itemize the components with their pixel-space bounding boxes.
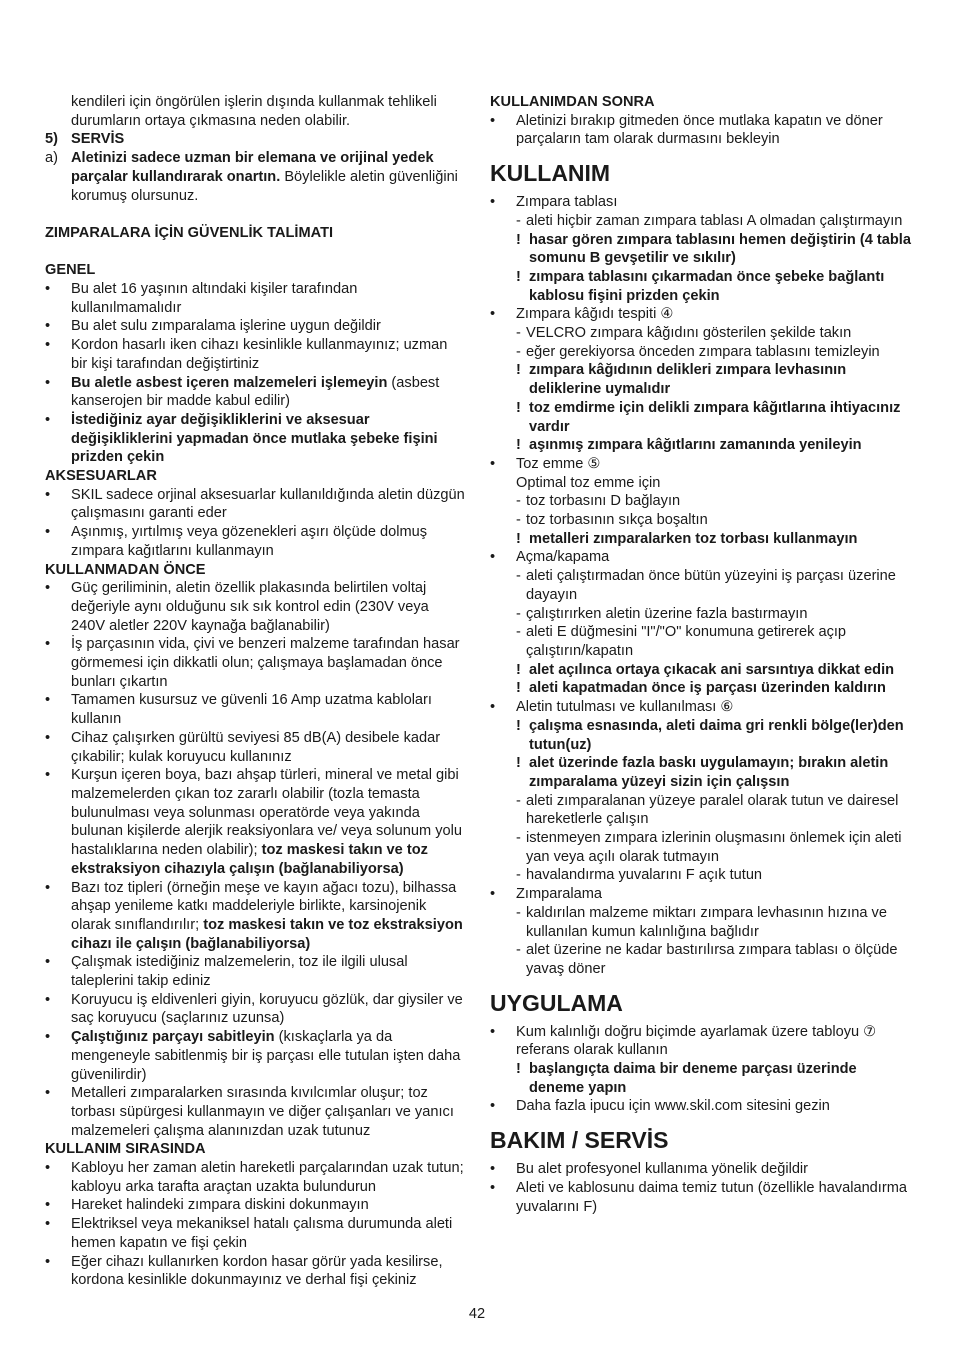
section-heading: KULLANIM SIRASINDA [45, 1141, 206, 1158]
bullet-item [490, 1023, 915, 1060]
warning-item [490, 231, 915, 268]
bullet-item [490, 698, 915, 717]
item-text: Zımpara tablası [516, 194, 618, 211]
numbered-item [45, 130, 465, 149]
paragraph [490, 474, 915, 493]
dash-item [490, 511, 915, 530]
item-marker: - [516, 792, 521, 809]
bullet-item [45, 486, 465, 523]
item-marker: • [45, 337, 51, 354]
item-bold-text: çalışma esnasında, aleti daima gri renkli bölge(ler)den tutun(uz) [529, 717, 904, 753]
spacer [45, 205, 465, 224]
item-marker: • [490, 699, 496, 716]
item-marker: - [516, 624, 521, 641]
item-bold-text: İstediğiniz ayar değişikliklerini ve aksesuar değişikliklerini yapmadan önce mutlaka şebeke fişini prizden çekin [71, 411, 438, 466]
item-text: Koruyucu iş eldivenleri giyin, koruyucu gözlük, dar giysiler ve saç koruyucu (saçlarınız uzunsa) [71, 991, 463, 1027]
item-bold-text: toz maskesi takın ve toz ekstraksiyon cihazıyla çalışın (bağlanabiliyorsa) [71, 842, 428, 877]
item-marker: ! [516, 437, 521, 454]
bullet-item [45, 1084, 465, 1140]
item-text: kendileri için öngörülen işlerin dışında kullanmak tehlikeli durumların ortaya çıkmasına neden olabilir. [71, 94, 437, 129]
bullet-item [45, 1159, 465, 1196]
bullet-item [45, 1253, 465, 1290]
item-marker: - [516, 493, 521, 510]
item-bold-text: zımpara kâğıdının delikleri zımpara levhasının deliklerine uymalıdır [529, 362, 847, 398]
bullet-item [45, 729, 465, 766]
item-text: Bu alet sulu zımparalama işlerine uygun değildir [71, 318, 381, 335]
item-text: Cihaz çalışırken gürültü seviyesi 85 dB(A) desibele kadar çıkabilir; kulak koruyucu kullanınız [71, 729, 441, 765]
item-text: Kurşun içeren boya, bazı ahşap türleri, mineral ve metal gibi malzemelerden çıkan toz zararlı olabilir (tozla temasta bulunulması veya solunması operatörde veya yakında bulunan kişilerde alerjik reaksiyonlara ve/ veya solunum yolu hastalıklarına neden olabilir); [71, 767, 462, 859]
item-marker: • [490, 194, 496, 211]
item-marker: - [516, 343, 521, 360]
warning-item [490, 717, 915, 754]
bullet-item [490, 548, 915, 567]
warning-item [490, 679, 915, 698]
item-text: İş parçasının vida, çivi ve benzeri malzeme tarafından hasar görmemesi için dikkatli olun; çalışmaya başlamadan önce bunları çıkartın [71, 636, 460, 690]
item-marker: • [490, 112, 496, 129]
item-marker: • [490, 455, 496, 472]
item-marker: • [490, 306, 496, 323]
item-marker: - [516, 830, 521, 847]
bullet-item [45, 1196, 465, 1215]
item-marker: • [45, 729, 51, 746]
item-bold-text: alet üzerinde fazla baskı uygulamayın; bırakın aletin zımparalama yüzeyi sizin için çalışsın [529, 755, 889, 790]
item-bold-text: hasar gören zımpara tablasını hemen değiştirin [529, 231, 856, 248]
item-text: Kabloyu her zaman aletin hareketli parçalarından uzak tutun; kabloyu arka tarafta araçtan uzakta bulundurun [71, 1160, 464, 1195]
dash-item [490, 623, 915, 660]
item-marker: • [45, 1197, 51, 1214]
section-heading: AKSESUARLAR [45, 468, 157, 485]
warning-item [490, 661, 915, 680]
item-text: aleti E düğmesini "I"/"O" konumuna getirerek açıp çalıştırın/kapatın [526, 624, 847, 659]
warning-item [490, 1060, 915, 1097]
chapter-heading: KULLANIM [490, 160, 611, 187]
bullet-item [490, 112, 915, 149]
bullet-item [45, 579, 465, 635]
chapter-heading: BAKIM / SERVİS [490, 1127, 669, 1154]
warning-item [490, 530, 915, 549]
bullet-item [45, 766, 465, 878]
bullet-item [490, 1179, 915, 1216]
item-marker: • [45, 1085, 51, 1102]
bullet-item [45, 280, 465, 317]
item-bold-text: zımpara tablasını çıkarmadan önce şebeke bağlantı kablosu fişini prizden çekin [529, 268, 885, 304]
item-marker: ! [516, 268, 521, 285]
item-marker: • [45, 1029, 51, 1046]
section-heading: KULLANMADAN ÖNCE [45, 561, 206, 578]
page-number: 42 [468, 1306, 486, 1322]
item-marker: • [45, 374, 51, 391]
item-marker: • [490, 886, 496, 903]
item-marker: a) [45, 150, 58, 167]
bullet-item [490, 1097, 915, 1116]
item-marker: • [45, 580, 51, 597]
item-text: Böylelikle aletin güvenliğini korumuş olursunuz. [71, 168, 458, 204]
item-text: Tamamen kusursuz ve güvenli 16 Amp uzatma kabloları kullanın [71, 692, 432, 728]
dash-item [490, 941, 915, 978]
item-marker: • [45, 524, 51, 541]
bullet-item [45, 953, 465, 990]
item-marker: ! [516, 717, 521, 734]
item-marker: - [516, 904, 521, 921]
item-marker: • [45, 318, 51, 335]
item-marker: • [490, 549, 496, 566]
item-marker: ! [516, 362, 521, 379]
warning-item [490, 436, 915, 455]
section-heading: GENEL [45, 262, 96, 279]
item-text: Zımpara kâğıdı tespiti ④ [516, 306, 674, 323]
dash-item [490, 792, 915, 829]
dash-item [490, 567, 915, 604]
item-bold-text: alet açılınca ortaya çıkacak ani sarsıntıya dikkat edin [529, 661, 895, 678]
item-text: Aletinizi bırakıp gitmeden önce mutlaka kapatın ve döner parçaların tam olarak durmasını bekleyin [516, 112, 883, 148]
numbered-item [45, 149, 465, 205]
item-marker: ! [516, 1061, 521, 1078]
item-text: Açma/kapama [516, 549, 610, 566]
item-text: Bu alet 16 yaşının altındaki kişiler tarafından kullanılmamalıdır [71, 281, 358, 316]
item-marker: • [45, 1253, 51, 1270]
left-column [45, 93, 465, 1290]
dash-item [490, 324, 915, 343]
item-marker: ! [516, 231, 521, 248]
item-marker: - [516, 942, 521, 959]
item-text: (4 tabla somunu B gevşetilir ve sıkılır) [529, 231, 911, 267]
item-text: (kıskaçlarla ya da mengeneyle sabitlenmiş bir iş parçası elle tutulan işten daha güvenilirdir) [71, 1029, 461, 1083]
item-marker: • [45, 767, 51, 784]
warning-item [490, 268, 915, 305]
right-column [490, 93, 915, 1216]
dash-item [490, 605, 915, 624]
dash-item [490, 904, 915, 941]
item-text: Güç geriliminin, aletin özellik plakasında belirtilen voltaj değeriyle aynı olduğunu sık sık kontrol edin (230V veya 240V aletler 220V kaynağa bağlanabilir) [71, 580, 429, 634]
item-marker: - [516, 512, 521, 529]
item-bold-text: Bu aletle asbest içeren malzemeleri işlemeyin [71, 374, 388, 391]
chapter-heading: UYGULAMA [490, 989, 623, 1016]
item-text: Metalleri zımparalarken sırasında kıvılcımlar oluşur; toz torbası süpürgesi kullanmayın ve diğer çalışanları ve yanıcı malzemeleri çalışma alanınızdan uzak tutunuz [71, 1085, 454, 1139]
item-bold-text: toz maskesi takın ve toz ekstraksiyon cihazı ile çalışın (bağlanabiliyorsa) [71, 916, 463, 952]
bullet-item [45, 991, 465, 1028]
item-marker: • [45, 692, 51, 709]
item-text: aleti zımparalanan yüzeye paralel olarak tutun ve dairesel hareketlerle çalışın [526, 792, 899, 828]
item-marker: - [516, 212, 521, 229]
item-text: Kordon hasarlı iken cihazı kesinlikle kullanmayınız; uzman bir kişi tarafından değiştirtiniz [71, 337, 448, 372]
spacer [45, 243, 465, 262]
section-heading: ZIMPARALARA İÇİN GÜVENLİK TALİMATI [45, 224, 334, 241]
warning-item [490, 361, 915, 398]
bullet-item [490, 1160, 915, 1179]
item-text: Optimal toz emme için [516, 474, 661, 491]
bullet-item [45, 1215, 465, 1252]
item-marker: • [45, 281, 51, 297]
item-bold-text: toz emdirme için delikli zımpara kâğıtlarına ihtiyacınız vardır [529, 399, 901, 435]
item-text: Toz emme ⑤ [516, 455, 601, 472]
item-text: Elektriksel veya mekaniksel hatalı çalısma durumunda aleti hemen kapatın ve fişi çekin [71, 1216, 453, 1251]
dash-item [490, 829, 915, 866]
item-marker: • [490, 1023, 496, 1040]
bullet-item [45, 317, 465, 336]
item-text: Eğer cihazı kullanırken kordon hasar görür yada kesilirse, kordona kesinlikle dokunmayınız ve derhal fişi çekiniz [71, 1253, 443, 1289]
bullet-item [490, 885, 915, 904]
item-marker: • [490, 1179, 496, 1196]
dash-item [490, 343, 915, 362]
item-text: istenmeyen zımpara izlerinin oluşmasını önlemek için aleti yan veya açılı olarak tutmayın [526, 830, 902, 865]
item-text: Zımparalama [516, 886, 602, 903]
item-bold-text: metalleri zımparalarken toz torbası kullanmayın [529, 530, 858, 547]
item-marker: • [490, 1098, 496, 1115]
item-text: Bu alet profesyonel kullanıma yönelik değildir [516, 1161, 809, 1178]
warning-item [490, 399, 915, 436]
item-marker: • [45, 636, 51, 653]
item-bold-text: aşınmış zımpara kâğıtlarını zamanında yenileyin [529, 437, 862, 454]
item-text: toz torbasının sıkça boşaltın [526, 512, 708, 529]
item-text: aleti çalıştırmadan önce bütün yüzeyini iş parçası üzerine dayayın [526, 568, 896, 603]
item-marker: ! [516, 399, 521, 416]
bullet-item [490, 455, 915, 474]
bullet-item [45, 691, 465, 728]
item-marker: - [516, 605, 521, 622]
item-marker: • [490, 1161, 496, 1178]
bullet-item [45, 879, 465, 954]
bullet-item [45, 1028, 465, 1084]
item-text: çalıştırırken aletin üzerine fazla bastırmayın [526, 605, 808, 622]
item-marker: • [45, 1216, 51, 1233]
item-text: eğer gerekiyorsa önceden zımpara tablasını temizleyin [526, 343, 880, 360]
item-marker: ! [516, 661, 521, 678]
item-text: VELCRO zımpara kâğıdını gösterilen şekilde takın [526, 325, 852, 342]
item-marker: ! [516, 530, 521, 547]
item-bold-text: başlangıçta daima bir deneme parçası üzerinde deneme yapın [529, 1061, 857, 1096]
item-text: Çalışmak istediğiniz malzemelerin, toz ile ilgili ulusal taleplerini takip ediniz [71, 954, 408, 990]
bullet-item [490, 305, 915, 324]
item-marker: • [45, 954, 51, 971]
item-marker: 5) [45, 131, 58, 148]
bullet-item [45, 374, 465, 411]
item-text: kaldırılan malzeme miktarı zımpara levhasının hızına ve kullanılan kumun kalınlığına bağlıdır [526, 904, 887, 940]
item-text: Bazı toz tipleri (örneğin meşe ve kayın ağacı tozu), bilhassa ahşap yenileme katkı maddeleriyle birlikte, karsinojenik olarak sınıflandırılır; [71, 879, 457, 933]
item-text: Kum kalınlığı doğru biçimde ayarlamak üzere tabloyu ⑦ referans olarak kullanın [516, 1023, 877, 1059]
item-bold-text: Aletinizi sadece uzman bir elemana ve orijinal yedek parçalar kullandırarak onartın. [71, 150, 434, 185]
item-marker: - [516, 867, 521, 884]
item-marker: • [45, 486, 51, 503]
item-text: aleti hiçbir zaman zımpara tablası A olmadan çalıştırmayın [526, 212, 903, 229]
item-text: Aletin tutulması ve kullanılması ⑥ [516, 699, 734, 716]
item-text: Aşınmış, yırtılmış veya gözenekleri aşırı ölçüde dolmuş zımpara kağıtlarını kullanmayın [71, 524, 428, 559]
dash-item [490, 866, 915, 885]
item-bold-text: aleti kapatmadan önce iş parçası üzerinden kaldırın [529, 680, 886, 697]
section-heading: KULLANIMDAN SONRA [490, 94, 655, 110]
item-bold-text: Çalıştığınız parçayı sabitleyin [71, 1029, 275, 1046]
item-text: toz torbasını D bağlayın [526, 493, 681, 510]
item-text: Aleti ve kablosunu daima temiz tutun (özellikle havalandırma yuvalarını F) [516, 1179, 907, 1215]
item-text: (asbest kanserojen bir madde kabul edilir) [71, 374, 440, 410]
bullet-item [45, 336, 465, 373]
paragraph [45, 93, 465, 130]
item-marker: ! [516, 755, 521, 772]
dash-item [490, 212, 915, 231]
bullet-item [45, 411, 465, 467]
item-marker: ! [516, 680, 521, 697]
item-text: Hareket halindeki zımpara diskini dokunmayın [71, 1197, 369, 1214]
item-marker: - [516, 325, 521, 342]
item-text: alet üzerine ne kadar bastırılırsa zımpara tablası o ölçüde yavaş döner [526, 942, 898, 977]
item-text: SKIL sadece orjinal aksesuarlar kullanıldığında aletin düzgün çalışmasını garanti eder [71, 486, 465, 522]
bullet-item [45, 523, 465, 560]
item-marker: - [516, 568, 521, 585]
bullet-item [45, 635, 465, 691]
item-text: Daha fazla ipucu için www.skil.com sitesini gezin [516, 1098, 830, 1115]
item-marker: • [45, 879, 51, 896]
item-text: havalandırma yuvalarını F açık tutun [526, 867, 763, 884]
item-marker: • [45, 991, 51, 1008]
item-text: SERVİS [71, 131, 125, 148]
bullet-item [490, 193, 915, 212]
warning-item [490, 754, 915, 791]
item-marker: • [45, 1160, 51, 1177]
item-marker: • [45, 411, 51, 428]
dash-item [490, 492, 915, 511]
